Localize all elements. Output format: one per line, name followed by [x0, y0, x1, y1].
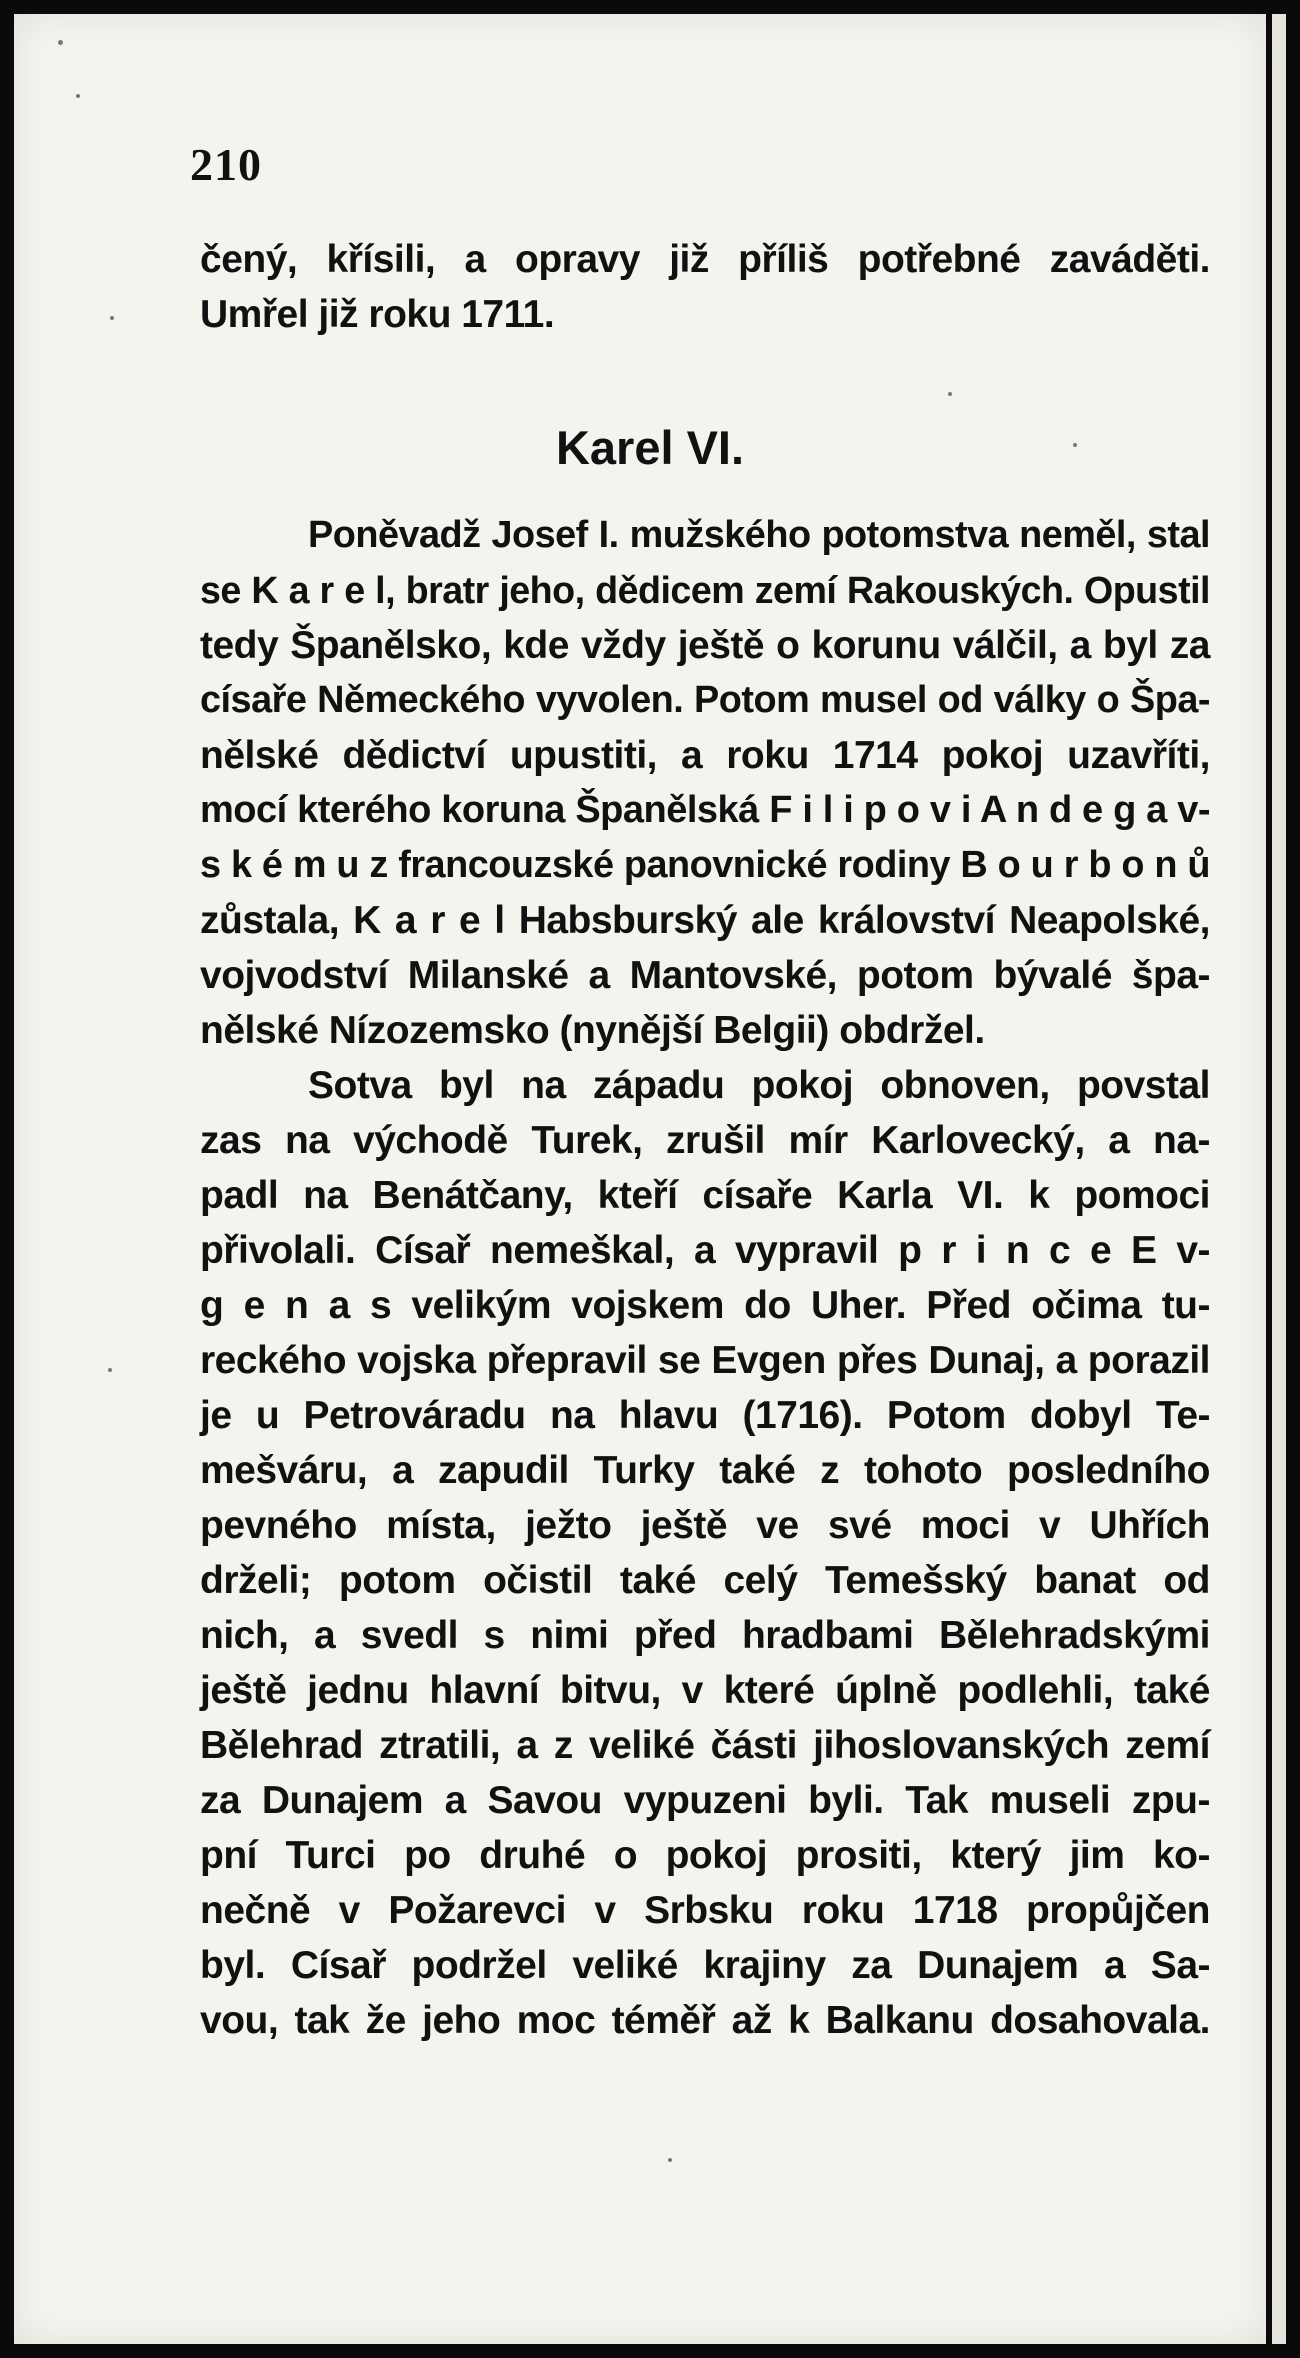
text-line: pní Turci po druhé o pokoj prositi, který jim ko-: [200, 1834, 1210, 1877]
text-line: byl. Císař podržel veliké krajiny za Dunajem a Sa-: [200, 1944, 1210, 1987]
text-line: Poněvadž Josef I. mužského potomstva neměl, stal: [308, 514, 1210, 556]
text-line: čený, křísili, a opravy již příliš potřebné zaváděti.: [200, 238, 1210, 281]
text-line: císaře Německého vyvolen. Potom musel od války o Špa-: [200, 679, 1210, 721]
text-line: drželi; potom očistil také celý Temešský banat od: [200, 1559, 1210, 1602]
text-line: je u Petrováradu na hlavu (1716). Potom dobyl Te-: [200, 1394, 1210, 1437]
scan-speck: [110, 316, 114, 320]
text-line: Bělehrad ztratili, a z veliké části jihoslovanských zemí: [200, 1724, 1210, 1767]
scan-speck: [948, 392, 952, 396]
text-line: nělské dědictví upustiti, a roku 1714 pokoj uzavříti,: [200, 734, 1210, 777]
scan-speck: [58, 40, 63, 45]
text-line: padl na Benátčany, kteří císaře Karla VI. k pomoci: [200, 1174, 1210, 1217]
paragraph-2: [200, 1058, 1210, 2048]
text-line: nečně v Požarevci v Srbsku roku 1718 propůjčen: [200, 1889, 1210, 1932]
text-line: vou, tak že jeho moc téměř až k Balkanu dosahovala.: [200, 1999, 1210, 2042]
text-line: ještě jednu hlavní bitvu, v které úplně podlehli, také: [200, 1669, 1210, 1712]
text-line: se K a r e l, bratr jeho, dědicem zemí Rakouských. Opustil: [200, 569, 1210, 611]
text-line: nich, a svedl s nimi před hradbami Bělehradskými: [200, 1614, 1210, 1657]
scan-speck: [1073, 443, 1077, 447]
text-line: za Dunajem a Savou vypuzeni byli. Tak museli zpu-: [200, 1779, 1210, 1822]
text-line: přivolali. Císař nemeškal, a vypravil p r i n c e E v-: [200, 1229, 1210, 1272]
text-line: zůstala, K a r e l Habsburský ale království Neapolské,: [200, 899, 1210, 942]
text-line: s k é m u z francouzské panovnické rodiny B o u r b o n ů: [200, 844, 1210, 886]
text-line: Sotva byl na západu pokoj obnoven, povstal: [308, 1064, 1210, 1107]
text-line: mocí kterého koruna Španělská F i l i p o v i A n d e g a v-: [200, 789, 1210, 831]
section-heading: Karel VI.: [555, 421, 745, 474]
text-line: reckého vojska přepravil se Evgen přes Dunaj, a porazil: [200, 1339, 1210, 1382]
text-line: vojvodství Milanské a Mantovské, potom bývalé špa-: [200, 954, 1210, 997]
scan-speck: [668, 2158, 672, 2162]
text-line: tedy Španělsko, kde vždy ještě o korunu válčil, a byl za: [200, 624, 1210, 667]
text-line: pevného místa, ježto ještě ve své moci v Uhřích: [200, 1504, 1210, 1547]
text-line: Umřel již roku 1711.: [200, 293, 555, 336]
scan-speck: [76, 94, 80, 98]
paragraph-1: [200, 508, 1210, 1058]
text-line: mešváru, a zapudil Turky také z tohoto posledního: [200, 1449, 1210, 1492]
scan-speck: [108, 1368, 112, 1372]
intro-block: [200, 232, 1210, 342]
text-line: zas na východě Turek, zrušil mír Karlovecký, a na-: [200, 1119, 1210, 1162]
text-line: nělské Nízozemsko (nynější Belgii) obdržel.: [200, 1009, 985, 1052]
text-line: g e n a s velikým vojskem do Uher. Před očima tu-: [200, 1284, 1210, 1327]
page-number: 210: [190, 139, 262, 190]
adjacent-page-edge: [1272, 14, 1286, 2344]
